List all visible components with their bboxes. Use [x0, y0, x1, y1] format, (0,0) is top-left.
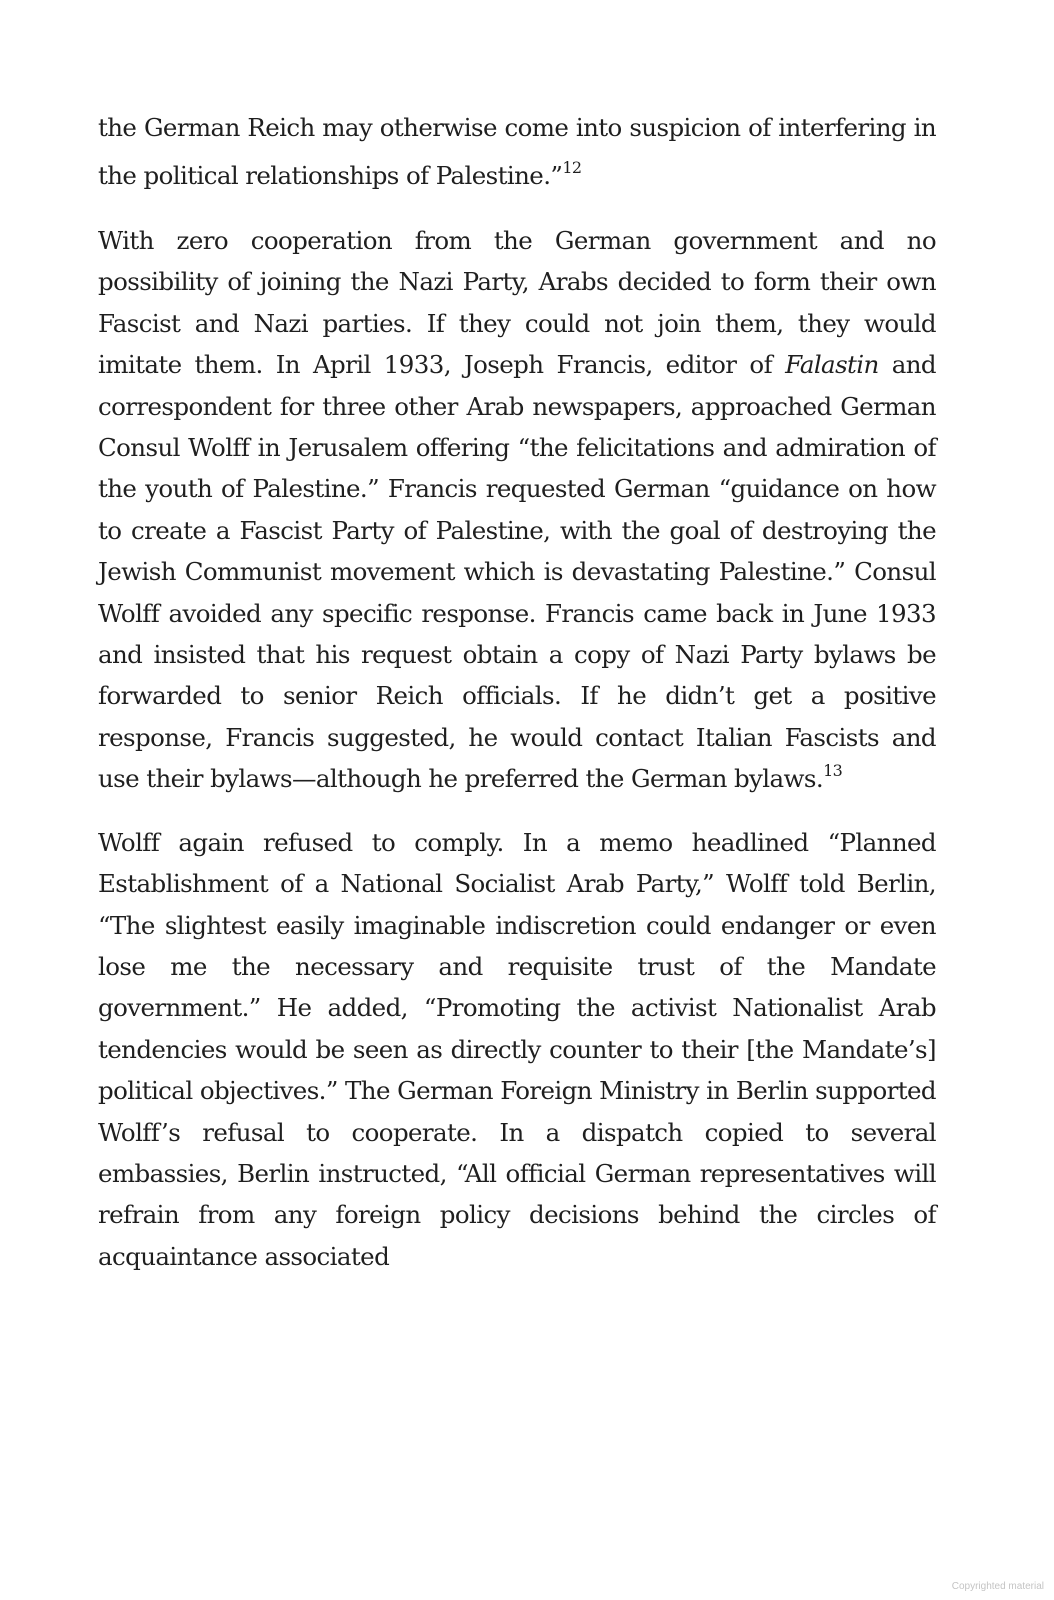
paragraph-2: [98, 220, 936, 800]
paragraph-1: [98, 104, 936, 200]
paragraph-text: and correspondent for three other Arab newspapers, approached German Consul Wolff in Jerusalem offering “the felicitations and admiration of the youth of Palestine.” Francis requested German “guidance on how to create a Fascist Party of Palestine, with the goal of destroying the Jewish Communist movement which is devastating Palestine.” Consul Wolff avoided any specific response. Francis came back in June 1933 and insisted that his request obtain a copy of Nazi Party bylaws be forwarded to senior Reich officials. If he didn’t get a positive response, Francis suggested, he would contact Italian Fascists and use their bylaws—although he preferred the German bylaws.: [98, 350, 936, 794]
paragraph-3: [98, 822, 936, 1277]
book-page: [98, 104, 936, 1277]
footnote-marker: 12: [562, 157, 582, 177]
newspaper-title: Falastin: [785, 350, 879, 380]
footnote-marker: 13: [823, 761, 843, 781]
paragraph-text: With zero cooperation from the German government and no possibility of joining the Nazi Party, Arabs decided to form their own Fascist and Nazi parties. If they could not join them, they would imitate them. In April 1933, Joseph Francis, editor of: [98, 226, 936, 380]
paragraph-text: the German Reich may otherwise come into suspicion of interfering in the political relationships of Palestine.”: [98, 113, 936, 190]
copyright-watermark: Copyrighted material: [951, 1581, 1044, 1592]
paragraph-text: Wolff again refused to comply. In a memo headlined “Planned Establishment of a National Socialist Arab Party,” Wolff told Berlin, “The slightest easily imaginable indiscretion could endanger or even lose me the necessary and requisite trust of the Mandate government.” He added, “Promoting the activist Nationalist Arab tendencies would be seen as directly counter to their [the Mandate’s] political objectives.” The German Foreign Ministry in Berlin supported Wolff’s refusal to cooperate. In a dispatch copied to several embassies, Berlin instructed, “All official German representatives will refrain from any foreign policy decisions behind the circles of acquaintance associated: [98, 827, 936, 1271]
